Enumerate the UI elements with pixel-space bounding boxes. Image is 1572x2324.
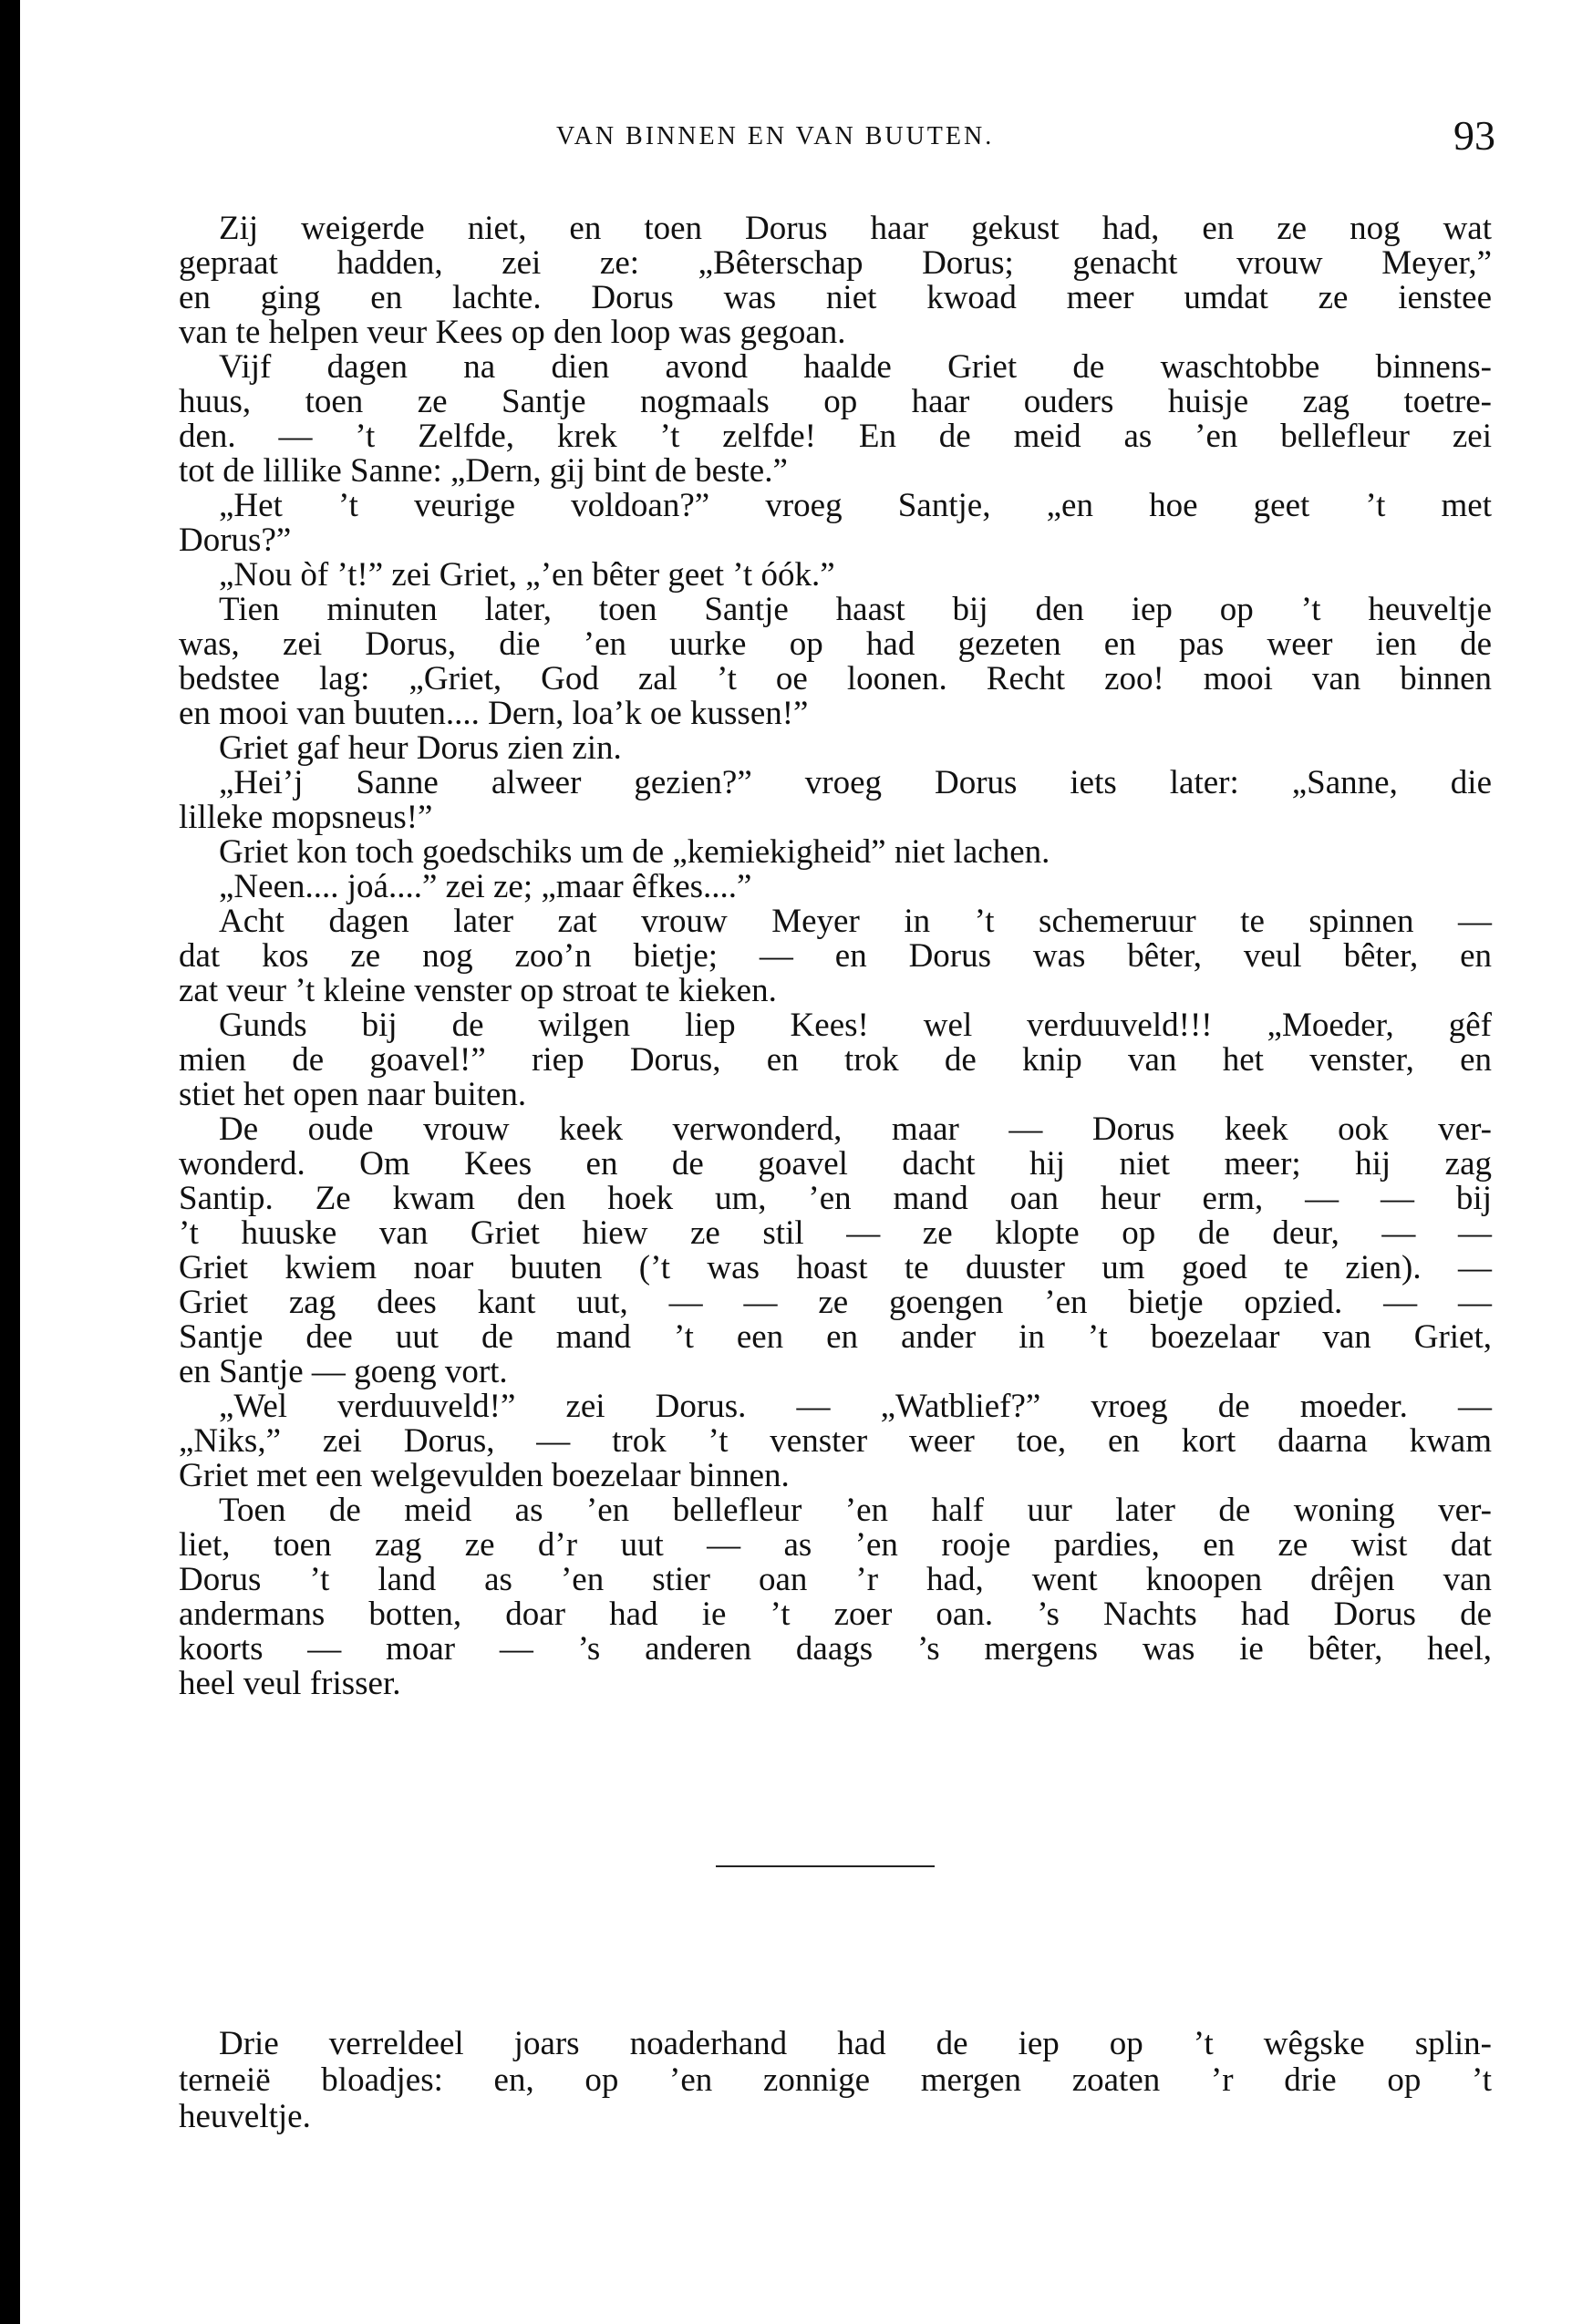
text-line: heuveltje. — [179, 2098, 311, 2135]
text-line: andermans botten, doar had ie ’t zoer oan. ’s Nachts had Dorus de — [179, 1596, 1492, 1633]
body-text — [179, 212, 1492, 1701]
text-line: en mooi van buuten.... Dern, loa’k oe kussen!” — [179, 695, 809, 732]
text-line: „Neen.... joá....” zei ze; „maar êfkes....” — [219, 868, 752, 905]
text-line: dat kos ze nog zoo’n bietje; — en Dorus was bêter, veul bêter, en — [179, 937, 1492, 975]
text-line: Zij weigerde niet, en toen Dorus haar gekust had, en ze nog wat — [219, 210, 1492, 247]
text-line: Santip. Ze kwam den hoek um, ’en mand oan heur erm, — — bij — [179, 1180, 1492, 1217]
text-line: den. — ’t Zelfde, krek ’t zelfde! En de meid as ’en bellefleur zei — [179, 418, 1492, 455]
text-line: lilleke mopsneus!” — [179, 799, 433, 836]
text-line: Drie verreldeel joars noaderhand had de iep op ’t wêgske splin- — [219, 2025, 1492, 2062]
text-line: „Het ’t veurige voldoan?” vroeg Santje, „en hoe geet ’t met — [219, 487, 1492, 524]
scan-edge-shadow — [0, 0, 20, 2324]
text-line: stiet het open naar buiten. — [179, 1076, 527, 1113]
text-line: en ging en lachte. Dorus was niet kwoad meer umdat ze ienstee — [179, 279, 1492, 316]
text-line: wonderd. Om Kees en de goavel dacht hij niet meer; hij zag — [179, 1145, 1492, 1183]
text-line: en Santje — goeng vort. — [179, 1353, 508, 1390]
text-line: zat veur ’t kleine venster op stroat te kieken. — [179, 972, 777, 1009]
text-line: bedstee lag: „Griet, God zal ’t oe loonen. Recht zoo! mooi van binnen — [179, 660, 1492, 697]
text-line: terneië bloadjes: en, op ’en zonnige mergen zoaten ’r drie op ’t — [179, 2061, 1492, 2099]
section-divider — [716, 1865, 935, 1867]
text-line: huus, toen ze Santje nogmaals op haar ouders huisje zag toetre- — [179, 383, 1492, 420]
page-header — [182, 112, 1495, 173]
text-line: Tien minuten later, toen Santje haast bij den iep op ’t heuveltje — [219, 591, 1492, 628]
text-line: De oude vrouw keek verwonderd, maar — Dorus keek ook ver- — [219, 1110, 1492, 1148]
text-line: Dorus ’t land as ’en stier oan ’r had, went knoopen drêjen van — [179, 1561, 1492, 1598]
text-line: „Niks,” zei Dorus, — trok ’t venster weer toe, en kort daarna kwam — [179, 1422, 1492, 1460]
text-line: „Hei’j Sanne alweer gezien?” vroeg Dorus iets later: „Sanne, die — [219, 764, 1492, 801]
text-line: Gunds bij de wilgen liep Kees! wel verduuveld!!! „Moeder, gêf — [219, 1007, 1492, 1044]
text-line: Griet met een welgevulden boezelaar binnen. — [179, 1457, 790, 1494]
text-line: ’t huuske van Griet hiew ze stil — ze klopte op de deur, — — — [179, 1214, 1492, 1252]
text-line: Griet kon toch goedschiks um de „kemiekigheid” niet lachen. — [219, 833, 1050, 871]
text-line: „Nou òf ’t!” zei Griet, „’en bêter geet ’t óók.” — [219, 556, 835, 594]
text-line: „Wel verduuveld!” zei Dorus. — „Watblief?” vroeg de moeder. — — [219, 1388, 1492, 1425]
text-line: van te helpen veur Kees op den loop was gegoan. — [179, 314, 846, 351]
running-title: VAN BINNEN EN VAN BUUTEN. — [556, 122, 995, 150]
text-line: Griet kwiem noar buuten (’t was hoast te duuster um goed te zien). — — [179, 1249, 1492, 1286]
text-line: mien de goavel!” riep Dorus, en trok de knip van het venster, en — [179, 1041, 1492, 1079]
text-line: was, zei Dorus, die ’en uurke op had gezeten en pas weer ien de — [179, 625, 1492, 663]
text-line: Acht dagen later zat vrouw Meyer in ’t schemeruur te spinnen — — [219, 903, 1492, 940]
text-line: liet, toen zag ze d’r uut — as ’en rooje pardies, en ze wist dat — [179, 1526, 1492, 1564]
text-line: heel veul frisser. — [179, 1665, 401, 1702]
closing-paragraph — [179, 2026, 1492, 2135]
page-number: 93 — [1453, 112, 1495, 159]
text-line: Santje dee uut de mand ’t een en ander in ’t boezelaar van Griet, — [179, 1318, 1492, 1356]
text-line: gepraat hadden, zei ze: „Bêterschap Dorus; genacht vrouw Meyer,” — [179, 244, 1492, 282]
text-line: tot de lillike Sanne: „Dern, gij bint de beste.” — [179, 452, 788, 490]
text-line: Toen de meid as ’en bellefleur ’en half uur later de woning ver- — [219, 1492, 1492, 1529]
text-line: Vijf dagen na dien avond haalde Griet de waschtobbe binnens- — [219, 348, 1492, 386]
text-line: Griet gaf heur Dorus zien zin. — [219, 729, 622, 767]
text-line: Dorus?” — [179, 522, 292, 559]
text-line: Griet zag dees kant uut, — — ze goengen ’en bietje opzied. — — — [179, 1284, 1492, 1321]
text-line: koorts — moar — ’s anderen daags ’s mergens was ie bêter, heel, — [179, 1630, 1492, 1668]
